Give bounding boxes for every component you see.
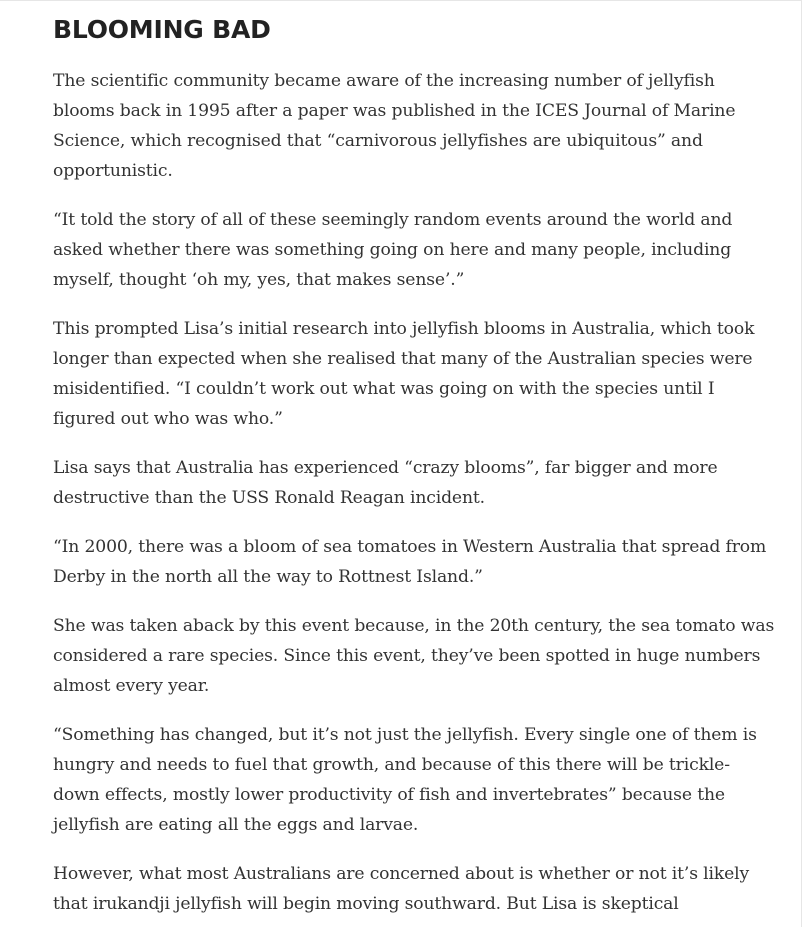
- paragraph-8: However, what most Australians are concerned about is whether or not it’s likely that irukandji jellyfish will begin moving southward. But Lisa is skeptical: [53, 864, 750, 914]
- paragraph-4: Lisa says that Australia has experienced “crazy blooms”, far bigger and more destructive than the USS Ronald Reagan incident.: [53, 458, 718, 508]
- paragraph-1: The scientific community became aware of the increasing number of jellyfish blooms back in 1995 after a paper was published in the ICES Journal of Marine Science, which recognised that “carnivorous jellyfishes are ubiquitous” and opportunistic.: [53, 71, 736, 181]
- article-body: [53, 13, 775, 927]
- paragraph-6: She was taken aback by this event because, in the 20th century, the sea tomato was considered a rare species. Since this event, they’ve been spotted in huge numbers almost every year.: [53, 616, 775, 696]
- paragraph-7: “Something has changed, but it’s not just the jellyfish. Every single one of them is hungry and needs to fuel that growth, and because of this there will be trickle-down effects, mostly lower productivity of fish and invertebrates” because the jellyfish are eating all the eggs and larvae.: [53, 725, 757, 835]
- paragraph-2: “It told the story of all of these seemingly random events around the world and asked whether there was something going on here and many people, including myself, thought ‘oh my, yes, that makes sense’.”: [53, 210, 733, 290]
- paragraph-3: This prompted Lisa’s initial research into jellyfish blooms in Australia, which took longer than expected when she realised that many of the Australian species were misidentified. “I couldn’t work out what was going on with the species until I figured out who was who.”: [53, 319, 755, 429]
- paragraph-5: “In 2000, there was a bloom of sea tomatoes in Western Australia that spread from Derby in the north all the way to Rottnest Island.”: [53, 537, 767, 587]
- section-heading: BLOOMING BAD: [53, 15, 271, 44]
